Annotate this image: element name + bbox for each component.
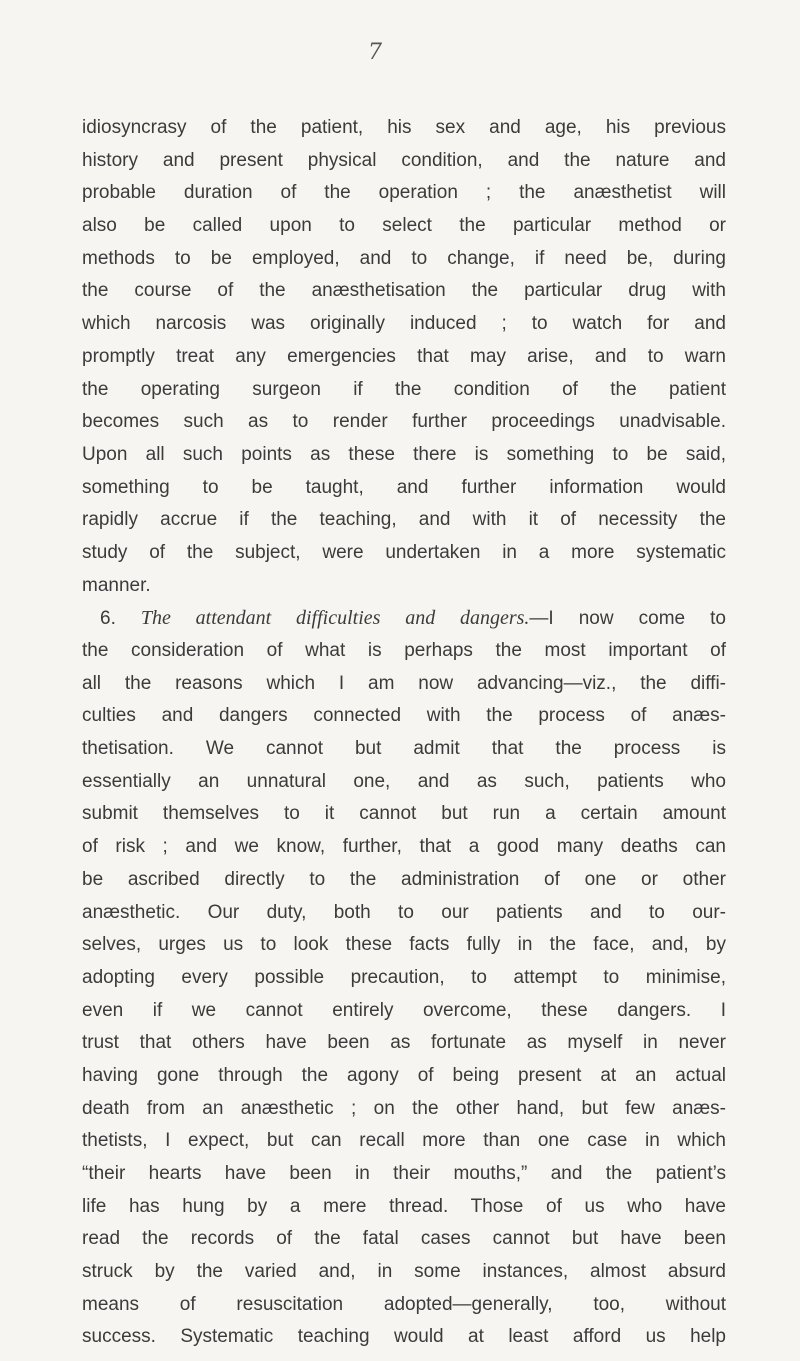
text-line: study of the subject, were undertaken in a more systematic <box>82 541 726 563</box>
text-line: Upon all such points as these there is something to be said, <box>82 443 726 465</box>
text-line: struck by the varied and, in some instances, almost absurd <box>82 1261 726 1283</box>
text-line: rapidly accrue if the teaching, and with it of necessity the <box>82 509 726 531</box>
section-heading: The attendant difficulties and dangers. <box>140 607 530 630</box>
text-line: culties and dangers connected with the process of anæs- <box>82 705 726 727</box>
section-number: 6. <box>100 608 116 630</box>
text-line: success. Systematic teaching would at least afford us help <box>82 1326 726 1348</box>
text-line: idiosyncrasy of the patient, his sex and age, his previous <box>82 117 726 138</box>
text-line: selves, urges us to look these facts fully in the face, and, by <box>82 934 726 956</box>
page-number: 7 <box>368 40 382 65</box>
text-line: the consideration of what is perhaps the most important of <box>82 640 726 661</box>
section-6-heading-line <box>82 602 726 635</box>
text-line: thetists, I expect, but can recall more than one case in which <box>82 1130 726 1152</box>
text-line: something to be taught, and further information would <box>82 476 726 498</box>
text-line: promptly treat any emergencies that may arise, and to warn <box>82 345 726 367</box>
text-line: even if we cannot entirely overcome, these dangers. I <box>82 999 726 1021</box>
text-line: history and present physical condition, and the nature and <box>82 149 726 171</box>
text-line: death from an anæsthetic ; on the other hand, but few anæs- <box>82 1097 726 1119</box>
text-line: be ascribed directly to the administration of one or other <box>82 868 726 890</box>
text-line: thetisation. We cannot but admit that the process is <box>82 738 726 760</box>
text-line: means of resuscitation adopted—generally, too, without <box>82 1293 726 1315</box>
text-line: methods to be employed, and to change, if need be, during <box>82 247 726 269</box>
text-line: “their hearts have been in their mouths,” and the patient’s <box>82 1163 726 1184</box>
text-line: of risk ; and we know, further, that a good many deaths can <box>82 836 726 858</box>
text-line: becomes such as to render further proceedings unadvisable. <box>82 411 726 433</box>
text-line: manner. <box>82 574 151 596</box>
body-text <box>82 112 726 1354</box>
text-line: life has hung by a mere thread. Those of us who have <box>82 1195 726 1217</box>
text-line: having gone through the agony of being present at an actual <box>82 1064 726 1086</box>
text-line: the operating surgeon if the condition of the patient <box>82 378 726 400</box>
text-line: anæsthetic. Our duty, both to our patients and to our- <box>82 901 726 923</box>
text-line: trust that others have been as fortunate as myself in never <box>82 1032 726 1054</box>
text-line: submit themselves to it cannot but run a certain amount <box>82 803 726 825</box>
section-heading-rest: —I now come to <box>529 608 726 630</box>
text-line: all the reasons which I am now advancing—viz., the diffi- <box>82 672 726 694</box>
text-line: probable duration of the operation ; the anæsthetist will <box>82 182 726 204</box>
text-line: read the records of the fatal cases cannot but have been <box>82 1228 726 1250</box>
text-line: also be called upon to select the particular method or <box>82 215 726 237</box>
text-line: which narcosis was originally induced ; to watch for and <box>82 313 726 335</box>
text-line: adopting every possible precaution, to attempt to minimise, <box>82 966 726 988</box>
text-line: the course of the anæsthetisation the particular drug with <box>82 280 726 302</box>
text-line: essentially an unnatural one, and as such, patients who <box>82 770 726 792</box>
